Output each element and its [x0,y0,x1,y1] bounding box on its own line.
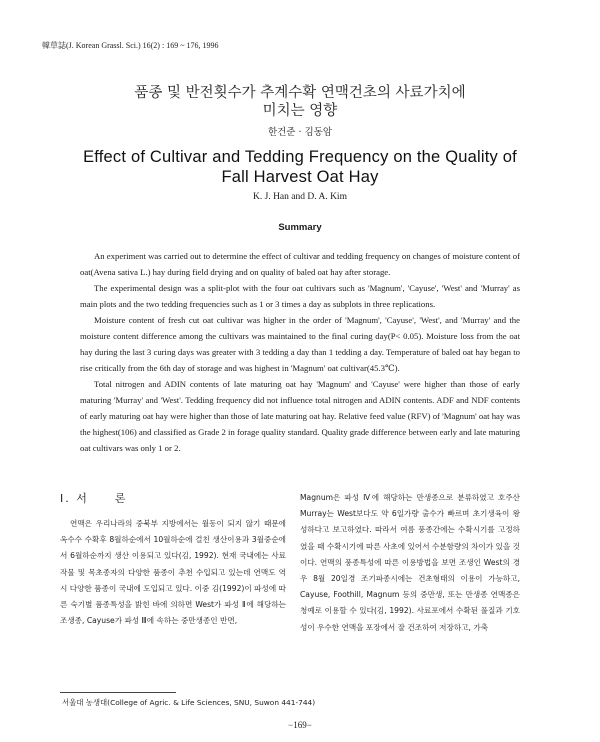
introduction-left-text: 연맥은 우리나라의 중북부 지방에서는 월동이 되지 않기 때문에 옥수수 수확후 8월하순에서 10월하순에 걸친 생산이용과 3월중순에서 6월하순까지 생산 이용되고 있다(김, 1992). 현재 국내에는 사료작물 및 목초종자의 다양한 품종이 추천 수입되고 있는데 연맥도 역시 다양한 품종이 국내에 도입되고 있다. 이중 김(1992)이 파성에 따른 숙기별 품종특성을 밝힌 바에 의하면 West가 파성 Ⅱ에 해당하는 조생종, Cayuse가 파성 Ⅲ에 속하는 중만생종인 반면, [60,519,286,626]
affiliation-footnote: 서울대 농생대(College of Agric. & Life Sciences, SNU, Suwon 441-744) [62,698,316,707]
summary-heading: Summary [278,222,322,233]
korean-title-line2: 미치는 영향 [262,103,338,119]
korean-title-line1: 품종 및 반전횟수가 추계수확 연맥건초의 사료가치에 [134,85,466,101]
right-column [300,490,520,636]
introduction-heading: Ⅰ. 서 론 [60,492,128,505]
summary-body [80,248,520,456]
introduction-right-text: Magnum은 파성 Ⅳ에 해당하는 만생종으로 분류하였고 호주산 Murray는 West보다도 약 6일가량 출수가 빠르며 초기생육이 왕성하다고 보고하였다. 따라서 여름 풍종간에는 수확시기를 고정하였을 때 수확시기에 따른 사초에 있어서 수분함량의 차이가 있을 것이다. 연맥의 풍종특성에 따른 이용방법을 보면 조생인 West의 경우 8월 20일경 조기파종시에는 건초형태의 이용이 가능하고, Cayuse, Foothill, Magnum 등의 중만생, 또는 만생종 연맥종은 청예로 이용할 수 있다(김, 1992). 사료포에서 수확된 풀질과 기호성이 우수한 연맥을 포장에서 잘 건조하여 저장하고, 가축 [300,493,520,632]
summary-paragraph: Moisture content of fresh cut oat cultivar was higher in the order of 'Magnum', 'Cayuse', 'West', and 'Murray' and the moisture content difference among the cultivars was maintained to the final curing day(P< 0.05). Moisture loss from the oat hay during the last 3 curing days was greater with 3 tedding a day than 1 tedding a day. Temperature of baled oat hay began to rise critically from the 6th day of storage and was highest in 'Magnum' oat cultivar(45.3℃). [80,315,520,373]
footnote-divider [60,692,176,693]
english-title-line1: Effect of Cultivar and Tedding Frequency on the Quality of [83,148,517,166]
summary-paragraph: The experimental design was a split-plot with the four oat cultivars such as 'Magnum', 'Cayuse', 'West' and 'Murray' as main plots and the two tedding frequencies such as 1 or 3 times a day as subplots in three replications. [80,283,520,309]
korean-authors: 한건준 · 김동암 [267,127,333,138]
page-number: −169− [288,720,312,730]
summary-paragraph: An experiment was carried out to determine the effect of cultivar and tedding frequency on changes of moisture content of oat(Avena sativa L.) hay during field drying and on quality of baled oat hay after storage. [80,251,520,277]
english-authors: K. J. Han and D. A. Kim [253,192,347,202]
journal-citation: 韓草誌(J. Korean Grassl. Sci.) 16(2) : 169 ~ 176, 1996 [42,41,219,50]
english-title-line2: Fall Harvest Oat Hay [221,168,379,186]
summary-paragraph: Total nitrogen and ADIN contents of late maturing oat hay 'Magnum' and 'Cayuse' were higher than those of early maturing 'Murray' and 'West'. Tedding frequency did not influence total nitrogen and ADIN contents. ADF and NDF contents of early maturing oat hay were higher than those of late maturing oat hay. Relative feed value (RFV) of 'Magnum' oat hay was the highest(106) and classified as Grade 2 in forage quality standard. Quality grade difference between early and late maturing oat cultivars was only 1 or 2. [80,379,520,453]
left-column [60,490,286,629]
